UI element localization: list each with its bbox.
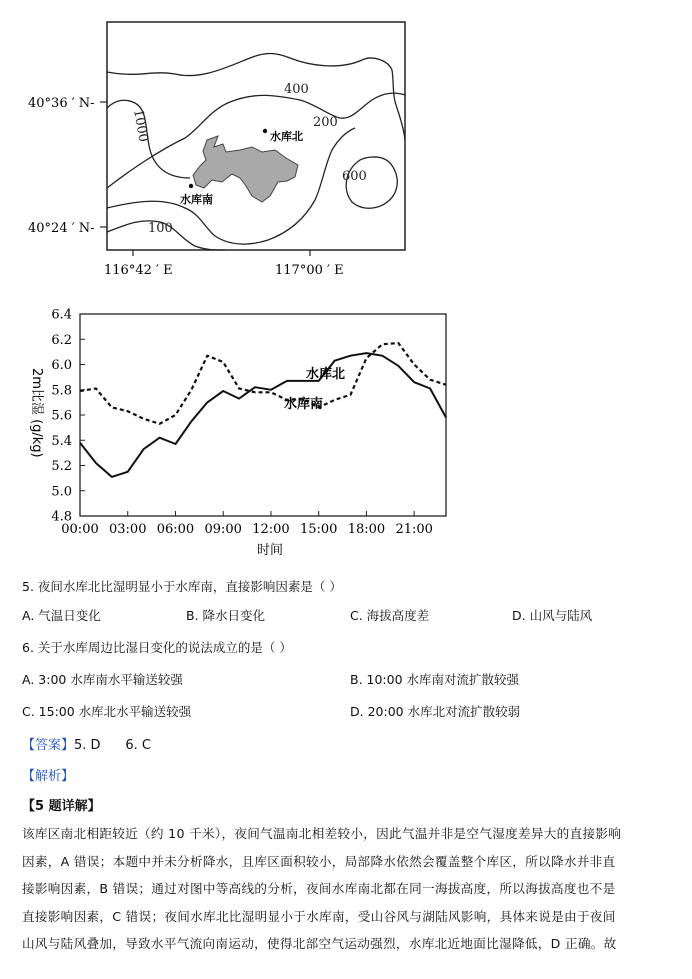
- x-tick-label: 09:00: [204, 522, 242, 537]
- y-tick-label: 6.0: [51, 358, 72, 373]
- reservoir-north-point: [263, 129, 267, 133]
- explanation-line: 接影响因素，B 错误；通过对图中等高线的分析，夜间水库南北都在同一海拔高度，所以海拔高度也不是: [22, 881, 616, 896]
- explanation-line: 该库区南北相距较近（约 10 千米），夜间气温南北相差较小，因此气温并非是空气湿度差异大的直接影响: [22, 826, 622, 841]
- contour-label-200: 200: [313, 115, 338, 130]
- x-tick-label: 03:00: [109, 522, 147, 537]
- contour-label-1000: 1000: [130, 108, 151, 144]
- lat-label-north: 40°36 ′ N-: [28, 96, 95, 111]
- q5-detail-tag: 【5 题详解】: [22, 799, 101, 814]
- x-tick-label: 12:00: [252, 522, 290, 537]
- q6-option-a: A. 3:00 水库南水平输送较强: [22, 672, 183, 687]
- y-tick-label: 4.8: [51, 509, 72, 525]
- y-tick-label: 6.2: [51, 332, 72, 348]
- y-tick-label: 5.8: [51, 383, 72, 399]
- y-tick-label: 5.4: [51, 433, 72, 449]
- q5-stem: 5. 夜间水库北比湿明显小于水库南，直接影响因素是（ ）: [22, 579, 342, 594]
- y-tick-label: 5.0: [51, 484, 72, 500]
- q5-option-c: C. 海拔高度差: [350, 608, 430, 623]
- answer-tag: 【答案】: [22, 738, 75, 753]
- reservoir-south-point: [189, 184, 193, 188]
- contour-label-600: 600: [342, 169, 367, 184]
- lon-label-east: 117°00 ′ E: [275, 263, 344, 278]
- q6-option-c: C. 15:00 水库北水平输送较强: [22, 704, 192, 719]
- series-label-south: 水库南: [284, 397, 324, 412]
- y-tick-label: 5.2: [51, 459, 72, 474]
- lon-label-west: 116°42 ′ E: [104, 263, 173, 278]
- q6-option-d: D. 20:00 水库北对流扩散较弱: [350, 704, 521, 719]
- x-axis-ticks: [61, 511, 433, 537]
- explanation-line: 因素，A 错误；本题中并未分析降水，且库区面积较小，局部降水依然会覆盖整个库区，所以降水并非直: [22, 853, 616, 869]
- y-tick-label: 6.4: [51, 307, 72, 323]
- y-tick-label: 5.6: [51, 408, 72, 424]
- series-label-north: 水库北: [306, 367, 346, 382]
- explanation-line: 直接影响因素，C 错误；夜间水库北比湿明显小于水库南，受山谷风与湖陆风影响，具体来说是由于夜间: [22, 908, 616, 924]
- q6-stem: 6. 关于水库周边比湿日变化的说法成立的是（ ）: [22, 640, 292, 655]
- place-label-south: 水库南: [180, 193, 213, 206]
- contour-label-100: 100: [148, 221, 173, 236]
- q5-option-a: A. 气温日变化: [22, 608, 101, 623]
- series-line-reservoir-south: [80, 343, 446, 424]
- y-axis-title: 2m比湿 (g/kg): [29, 368, 44, 458]
- place-label-north: 水库北: [270, 130, 303, 143]
- series-lines: [80, 343, 446, 477]
- x-tick-label: 00:00: [61, 522, 99, 537]
- x-tick-label: 21:00: [395, 522, 433, 537]
- contour-label-400: 400: [284, 82, 309, 97]
- topographic-map: [0, 0, 692, 290]
- answer-text: 5. D 6. C: [74, 738, 151, 753]
- x-tick-label: 18:00: [347, 522, 386, 537]
- analysis-tag: 【解析】: [22, 769, 75, 784]
- answer-line: [22, 734, 151, 753]
- lat-label-south: 40°24 ′ N-: [28, 221, 95, 236]
- x-tick-label: 15:00: [299, 522, 338, 537]
- x-axis-title: 时间: [257, 543, 284, 558]
- q5-option-d: D. 山风与陆风: [512, 608, 593, 623]
- humidity-line-chart: [0, 300, 692, 565]
- q5-explanation: [22, 820, 677, 958]
- explanation-line: 山风与陆风叠加，导致水平气流向南运动，使得北部空气运动强烈，水库北近地面比湿降低，D 正确。故: [22, 936, 617, 951]
- q5-option-b: B. 降水日变化: [186, 608, 266, 623]
- q6-option-b: B. 10:00 水库南对流扩散较强: [350, 672, 520, 687]
- x-tick-label: 06:00: [156, 522, 195, 537]
